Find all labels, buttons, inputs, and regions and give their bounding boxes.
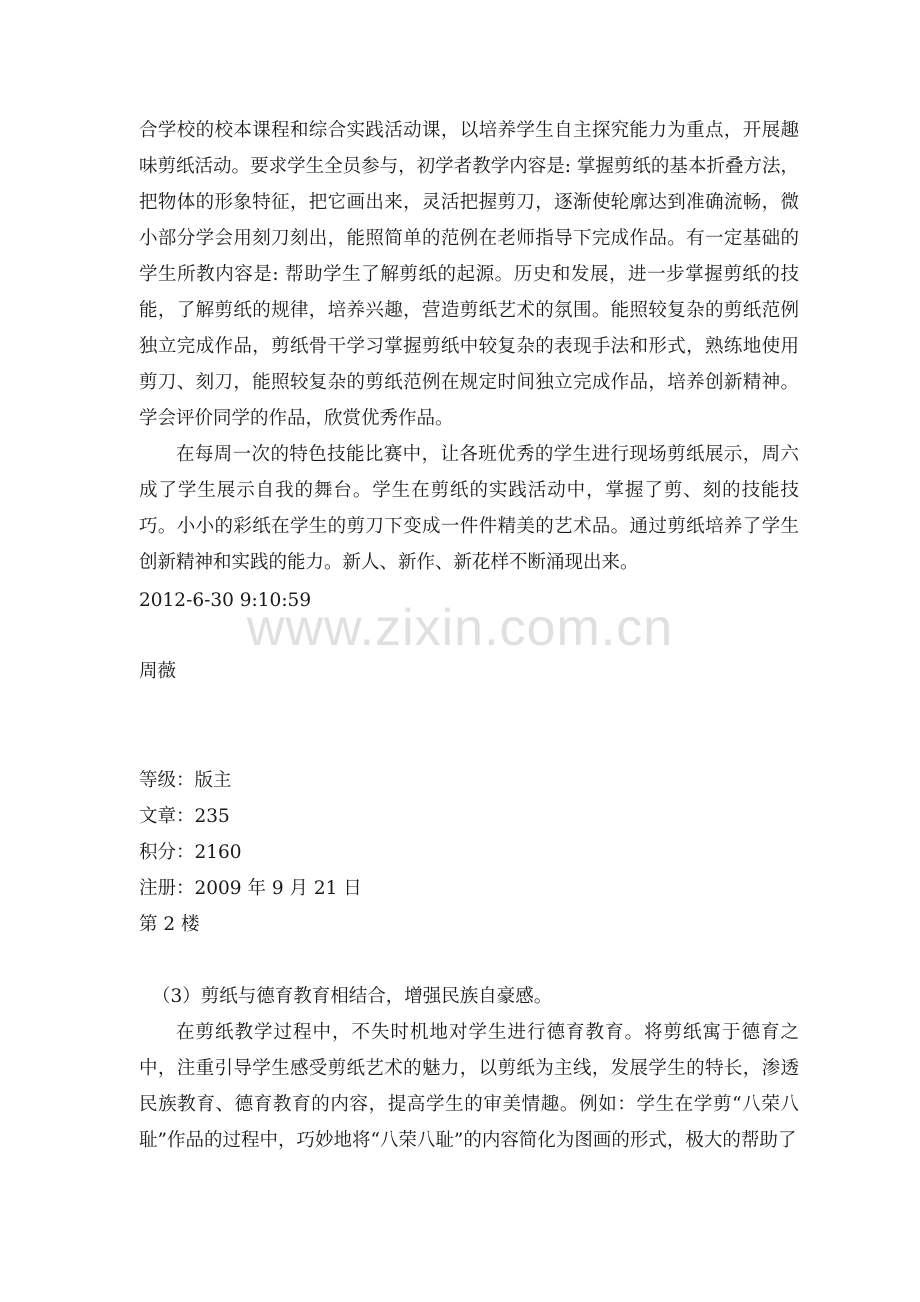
- post-author: 周薇: [139, 661, 177, 682]
- body-paragraph-3-container: [139, 1015, 799, 1159]
- section-heading: （3）剪纸与德育教育相结合，增强民族自豪感。: [152, 986, 553, 1007]
- author-points: 积分：2160: [139, 842, 242, 863]
- post-floor: 第 2 楼: [139, 914, 200, 935]
- author-level: 等级：版主: [139, 770, 232, 791]
- post-timestamp: 2012-6-30 9:10:59: [139, 590, 312, 611]
- body-paragraph-1-container: [139, 113, 799, 437]
- watermark: www.zixin.com.cn: [246, 599, 674, 657]
- body-paragraph-2-container: [139, 437, 799, 581]
- author-registered: 注册：2009 年 9 月 21 日: [139, 878, 362, 899]
- body-paragraph-2: 在每周一次的特色技能比赛中，让各班优秀的学生进行现场剪纸展示，周六成了学生展示自我的舞台。学生在剪纸的实践活动中，掌握了剪、刻的技能技巧。小小的彩纸在学生的剪刀下变成一件件精美的艺术品。通过剪纸培养了学生创新精神和实践的能力。新人、新作、新花样不断涌现出来。: [139, 444, 799, 573]
- body-paragraph-1: 合学校的校本课程和综合实践活动课，以培养学生自主探究能力为重点，开展趣味剪纸活动。要求学生全员参与，初学者教学内容是: 掌握剪纸的基本折叠方法，把物体的形象特征，把它画出来，灵活把握剪刀，逐渐使轮廓达到准确流畅，微小部分学会用刻刀刻出，能照简单的范例在老师指导下完成作品。有一定基础的学生所教内容是: 帮助学生了解剪纸的起源。历史和发展，进一步掌握剪纸的技能，了解剪纸的规律，培养兴趣，营造剪纸艺术的氛围。能照较复杂的剪纸范例独立完成作品，剪纸骨干学习掌握剪纸中较复杂的表现手法和形式，熟练地使用剪刀、刻刀，能照较复杂的剪纸范例在规定时间独立完成作品，培养创新精神。学会评价同学的作品，欣赏优秀作品。: [139, 120, 799, 429]
- body-paragraph-3: 在剪纸教学过程中，不失时机地对学生进行德育教育。将剪纸寓于德育之中，注重引导学生感受剪纸艺术的魅力，以剪纸为主线，发展学生的特长，渗透民族教育、德育教育的内容，提高学生的审美情趣。例如：学生在学剪“八荣八耻”作品的过程中，巧妙地将“八荣八耻”的内容简化为图画的形式，极大的帮助了: [139, 1022, 799, 1151]
- author-articles: 文章：235: [139, 806, 230, 827]
